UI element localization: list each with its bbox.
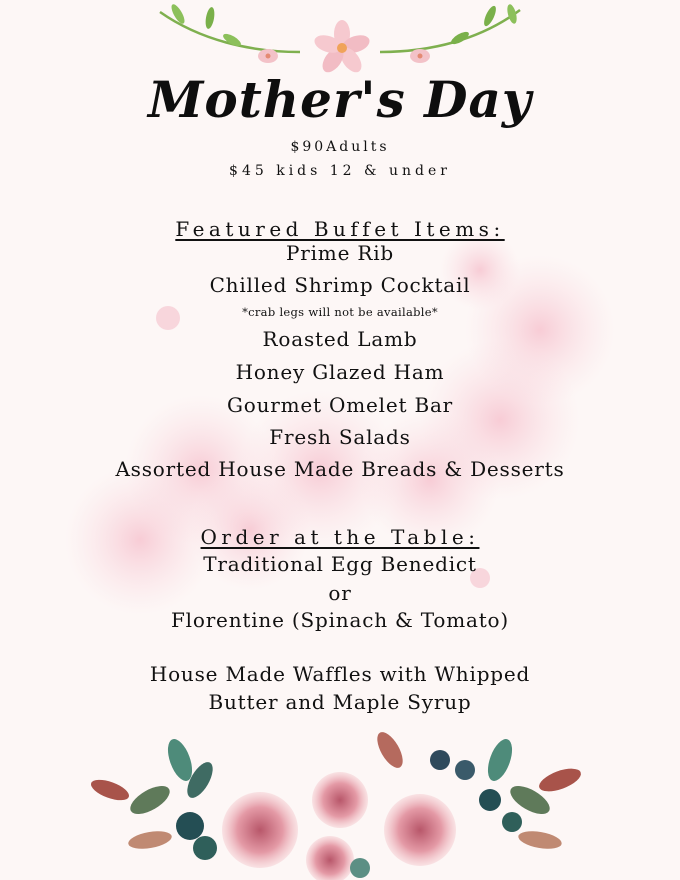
buffet-item: Honey Glazed Ham	[235, 360, 445, 384]
order-option: Florentine (Spinach & Tomato)	[170, 608, 509, 632]
adult-price: $90Adults	[290, 139, 390, 155]
order-or: or	[328, 581, 352, 605]
buffet-heading: Featured Buffet Items:	[175, 217, 505, 241]
order-option: Traditional Egg Benedict	[203, 552, 477, 576]
page-title: Mother's Day	[148, 70, 532, 129]
buffet-item: Roasted Lamb	[262, 327, 418, 351]
buffet-item: Gourmet Omelet Bar	[226, 393, 454, 417]
buffet-item: Assorted House Made Breads & Desserts	[115, 457, 565, 481]
waffles-line: Butter and Maple Syrup	[208, 690, 472, 714]
buffet-note: *crab legs will not be available*	[242, 305, 438, 319]
order-heading: Order at the Table:	[200, 525, 480, 549]
buffet-item: Fresh Salads	[269, 425, 411, 449]
buffet-item: Chilled Shrimp Cocktail	[209, 273, 471, 297]
kids-price: $45 kids 12 & under	[229, 163, 451, 179]
buffet-item: Prime Rib	[285, 241, 395, 265]
waffles-line: House Made Waffles with Whipped	[149, 662, 531, 686]
